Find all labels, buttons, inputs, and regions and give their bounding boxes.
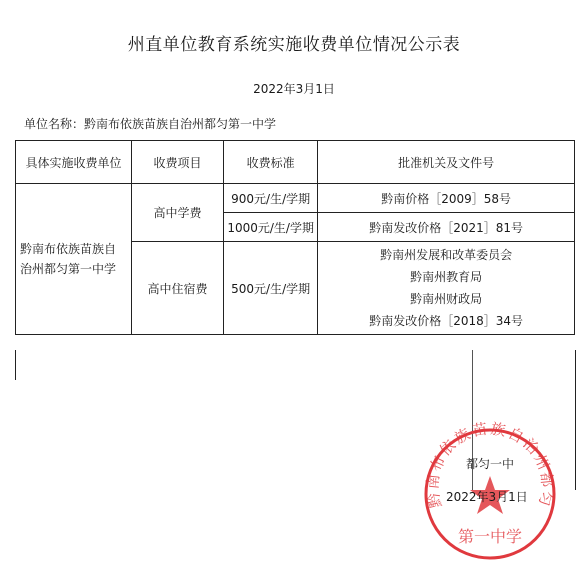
signature-date: 2022年3月1日 xyxy=(446,490,528,504)
approval-line: 黔南州财政局 xyxy=(410,292,483,306)
standard-cell: 1000元/生/学期 xyxy=(224,213,318,242)
left-border-line xyxy=(15,350,16,380)
seal-ring-text: 黔南布依族苗族自治州都匀 xyxy=(423,419,557,510)
table-row xyxy=(16,184,575,213)
fee-table xyxy=(15,140,575,335)
table-header-row xyxy=(16,141,575,184)
unit-line xyxy=(24,115,276,132)
standard-cell: 900元/生/学期 xyxy=(224,184,318,213)
header-unit: 具体实施收费单位 xyxy=(16,141,132,184)
standard-cell: 500元/生/学期 xyxy=(224,242,318,335)
right-border-line xyxy=(575,350,576,490)
approval-cell: 黔南价格［2009］58号 xyxy=(318,184,575,213)
seal-bottom-text: 第一中学 xyxy=(457,527,523,546)
item-cell: 高中住宿费 xyxy=(131,242,223,335)
header-standard: 收费标准 xyxy=(224,141,318,184)
approval-line: 黔南州发展和改革委员会 xyxy=(380,248,513,262)
item-cell: 高中学费 xyxy=(131,184,223,242)
header-approval: 批准机关及文件号 xyxy=(318,141,575,184)
header-item: 收费项目 xyxy=(131,141,223,184)
document-title: 州直单位教育系统实施收费单位情况公示表 xyxy=(127,35,461,55)
unit-label: 单位名称： xyxy=(24,117,85,131)
approval-line: 黔南州教育局 xyxy=(410,270,483,284)
document-date: 2022年3月1日 xyxy=(253,82,335,96)
approval-cell: 黔南发改价格［2021］81号 xyxy=(318,213,575,242)
approval-cell xyxy=(318,242,575,335)
signature-org: 都匀一中 xyxy=(466,457,515,471)
approval-line: 黔南发改价格［2018］34号 xyxy=(369,314,524,328)
unit-name: 黔南布依族苗族自治州都匀第一中学 xyxy=(84,117,277,131)
school-cell: 黔南布依族苗族自治州都匀第一中学 xyxy=(16,184,132,335)
